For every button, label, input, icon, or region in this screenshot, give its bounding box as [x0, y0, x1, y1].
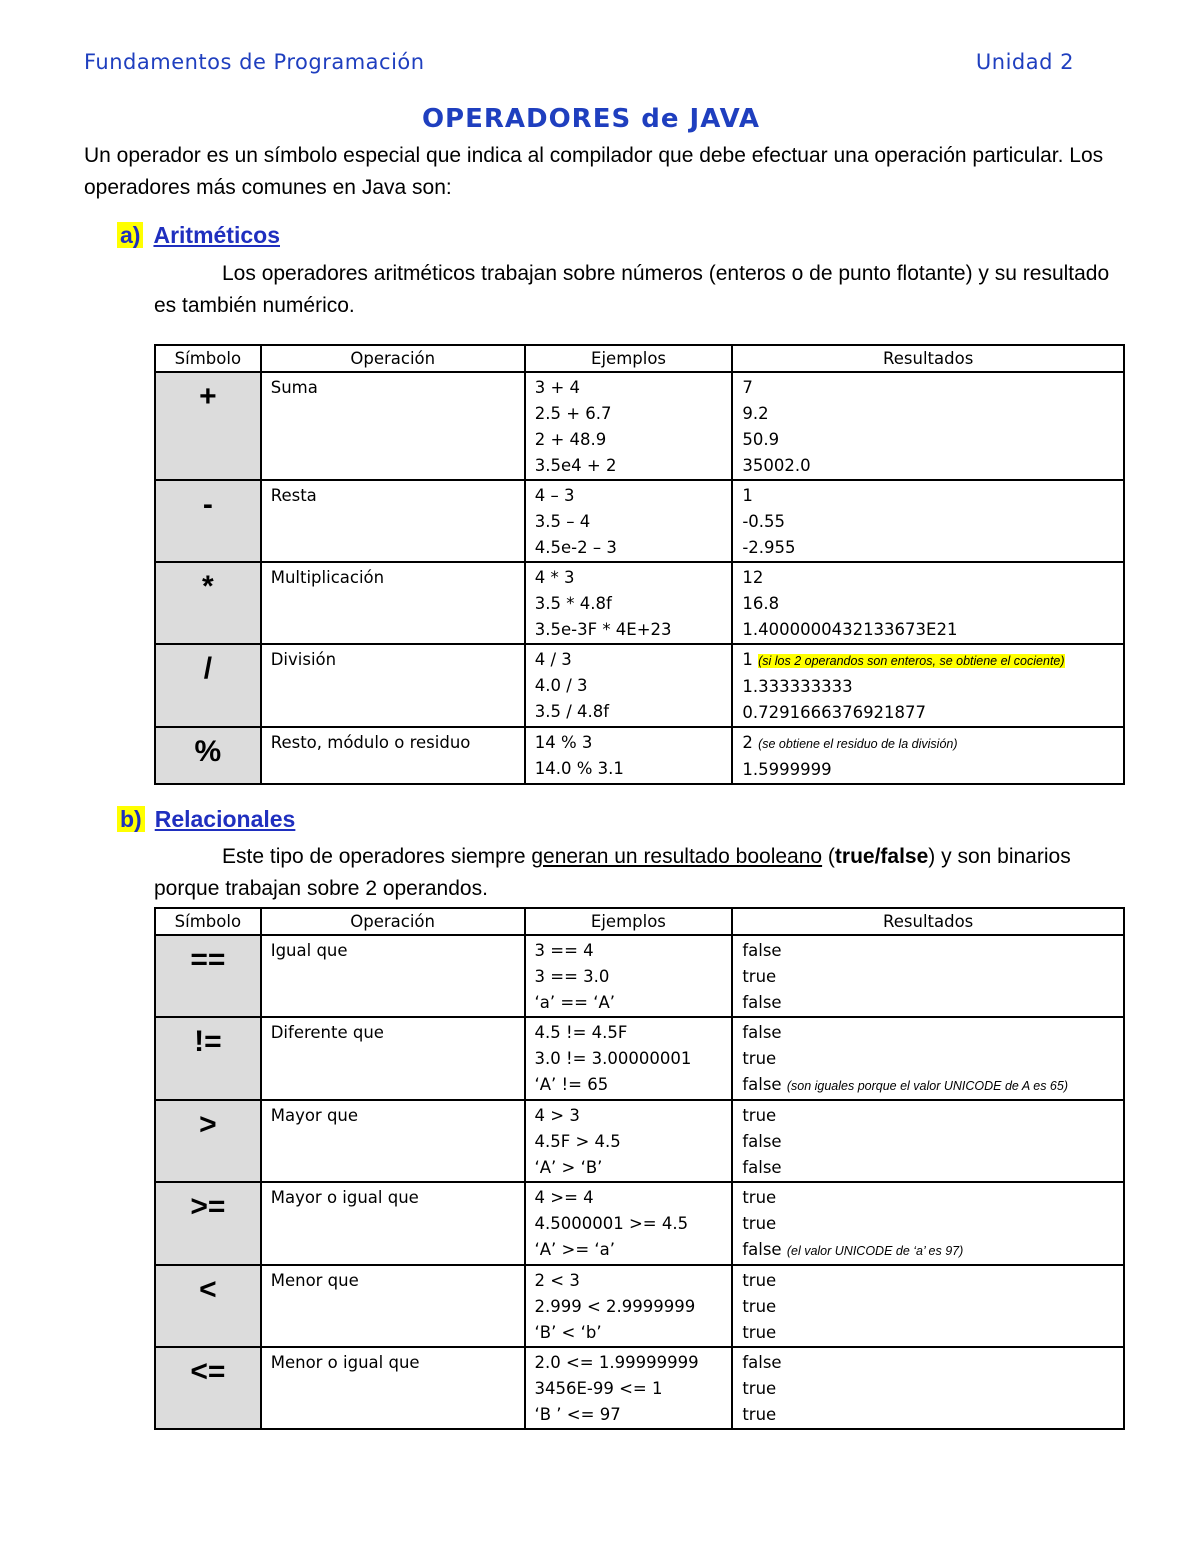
example-line: ‘B ’ <= 97 [534, 1405, 621, 1424]
result-value: 0.7291666376921877 [742, 703, 927, 722]
operation-name: Diferente que [261, 1017, 525, 1100]
result-line [742, 1046, 1114, 1072]
results-cell [732, 1347, 1124, 1429]
result-line [742, 1211, 1114, 1237]
table-row [155, 372, 1124, 480]
result-value: false [742, 1132, 782, 1151]
unit-label: Unidad 2 [975, 50, 1074, 74]
table-row [155, 644, 1124, 727]
example-line: 14.0 % 3.1 [534, 759, 624, 778]
result-line [742, 535, 1114, 561]
example-line: 4 / 3 [534, 650, 572, 669]
result-value: 35002.0 [742, 456, 811, 475]
result-value: true [742, 1049, 777, 1068]
example-line: 4.5e-2 – 3 [534, 538, 617, 557]
results-cell [732, 644, 1124, 727]
result-value: false [742, 1023, 782, 1042]
example-line: 4 – 3 [534, 486, 575, 505]
result-line [742, 1350, 1114, 1376]
result-line [742, 647, 1114, 674]
result-line [742, 700, 1114, 726]
result-line [742, 375, 1114, 401]
table-row [155, 1100, 1124, 1182]
result-value: 12 [742, 568, 764, 587]
operator-symbol: > [155, 1100, 261, 1182]
example-line: 2.999 < 2.9999999 [534, 1297, 696, 1316]
section-description-arithmetic [154, 258, 1114, 322]
example-line: 4.5F > 4.5 [534, 1132, 621, 1151]
table-row [155, 1017, 1124, 1100]
header-examples: Ejemplos [525, 345, 733, 372]
operation-name: Resta [261, 480, 525, 562]
examples-cell [525, 1182, 733, 1265]
result-line [742, 1155, 1114, 1181]
result-note: (son iguales porque el valor UNICODE de A es 65) [786, 1079, 1068, 1093]
result-value: 1 [742, 650, 753, 669]
header-examples: Ejemplos [525, 908, 733, 935]
result-line [742, 1072, 1114, 1099]
example-line: 3.5 / 4.8f [534, 702, 610, 721]
result-line [742, 730, 1114, 757]
examples-cell [525, 727, 733, 784]
example-line: 4.5000001 >= 4.5 [534, 1214, 689, 1233]
table-row [155, 1347, 1124, 1429]
results-cell [732, 372, 1124, 480]
result-value: 50.9 [742, 430, 780, 449]
section-name: Aritméticos [153, 222, 280, 248]
description-underlined: generan un resultado booleano [531, 845, 823, 868]
results-cell [732, 1017, 1124, 1100]
example-line: 3.5 – 4 [534, 512, 591, 531]
operator-symbol: / [155, 644, 261, 727]
results-cell [732, 480, 1124, 562]
results-cell [732, 562, 1124, 644]
result-value: false [742, 993, 782, 1012]
results-cell [732, 935, 1124, 1017]
table-row [155, 1182, 1124, 1265]
example-line: 14 % 3 [534, 733, 593, 752]
example-line: 2.0 <= 1.99999999 [534, 1353, 699, 1372]
example-line: ‘A’ != 65 [534, 1075, 609, 1094]
table-header-row [155, 908, 1124, 935]
example-line: 4.0 / 3 [534, 676, 588, 695]
example-line: 2.5 + 6.7 [534, 404, 612, 423]
result-value: 7 [742, 378, 753, 397]
result-value: true [742, 1405, 777, 1424]
example-line: 3.5 * 4.8f [534, 594, 612, 613]
results-cell [732, 1265, 1124, 1347]
table-row [155, 727, 1124, 784]
operation-name: División [261, 644, 525, 727]
result-note: (el valor UNICODE de ‘a’ es 97) [786, 1244, 964, 1258]
example-line: 3 + 4 [534, 378, 581, 397]
operation-name: Multiplicación [261, 562, 525, 644]
example-line: 4 * 3 [534, 568, 575, 587]
arithmetic-rows [155, 372, 1124, 784]
result-line [742, 1185, 1114, 1211]
arithmetic-operators-table [154, 344, 1125, 785]
examples-cell [525, 644, 733, 727]
examples-cell [525, 372, 733, 480]
section-description-relational [154, 841, 1114, 905]
example-line: 4.5 != 4.5F [534, 1023, 628, 1042]
operation-name: Mayor que [261, 1100, 525, 1182]
result-value: 16.8 [742, 594, 780, 613]
result-line [742, 453, 1114, 479]
example-line: ‘A’ >= ‘a’ [534, 1240, 616, 1259]
result-value: true [742, 1271, 777, 1290]
header-symbol: Símbolo [155, 908, 261, 935]
header-symbol: Símbolo [155, 345, 261, 372]
result-value: true [742, 1106, 777, 1125]
result-line [742, 1103, 1114, 1129]
result-value: false [742, 1158, 782, 1177]
results-cell [732, 1182, 1124, 1265]
section-name: Relacionales [154, 806, 296, 832]
example-line: 3 == 4 [534, 941, 594, 960]
examples-cell [525, 1100, 733, 1182]
operator-symbol: < [155, 1265, 261, 1347]
result-line [742, 990, 1114, 1016]
example-line: 3.0 != 3.00000001 [534, 1049, 692, 1068]
operation-name: Mayor o igual que [261, 1182, 525, 1265]
results-cell [732, 727, 1124, 784]
example-line: 3456E-99 <= 1 [534, 1379, 663, 1398]
result-line [742, 509, 1114, 535]
section-heading-relational [117, 806, 295, 833]
header-operation: Operación [261, 908, 525, 935]
course-name: Fundamentos de Programación [84, 50, 425, 74]
result-line [742, 565, 1114, 591]
result-line [742, 1020, 1114, 1046]
example-line: ‘B’ < ‘b’ [534, 1323, 602, 1342]
operator-symbol: == [155, 935, 261, 1017]
example-line: 4 >= 4 [534, 1188, 594, 1207]
example-line: 4 > 3 [534, 1106, 580, 1125]
header-operation: Operación [261, 345, 525, 372]
operator-symbol: >= [155, 1182, 261, 1265]
section-letter: b) [117, 806, 145, 832]
operation-name: Suma [261, 372, 525, 480]
operation-name: Menor que [261, 1265, 525, 1347]
result-value: 1 [742, 486, 753, 505]
description-text-after: ) y son binarios porque trabajan sobre 2 operandos. [154, 845, 1071, 900]
result-value: false [742, 1240, 782, 1259]
example-line: 3.5e-3F * 4E+23 [534, 620, 672, 639]
table-row [155, 562, 1124, 644]
operator-symbol: - [155, 480, 261, 562]
result-line [742, 757, 1114, 783]
operator-symbol: % [155, 727, 261, 784]
example-line: 3.5e4 + 2 [534, 456, 617, 475]
page-header [84, 50, 1074, 80]
result-value: true [742, 1379, 777, 1398]
result-value: 9.2 [742, 404, 769, 423]
result-line [742, 617, 1114, 643]
result-line [742, 1268, 1114, 1294]
result-note: (si los 2 operandos son enteros, se obtiene el cociente) [758, 654, 1065, 668]
result-value: false [742, 941, 782, 960]
result-value: false [742, 1353, 782, 1372]
description-text-before: Este tipo de operadores siempre [222, 845, 532, 868]
result-line [742, 1402, 1114, 1428]
header-results: Resultados [732, 345, 1124, 372]
example-line: 2 + 48.9 [534, 430, 607, 449]
section-letter: a) [117, 222, 143, 248]
example-line: 3 == 3.0 [534, 967, 610, 986]
description-bold: true/false [834, 845, 929, 868]
result-value: true [742, 1323, 777, 1342]
result-line [742, 1294, 1114, 1320]
result-value: 1.333333333 [742, 677, 853, 696]
examples-cell [525, 480, 733, 562]
result-value: 1.5999999 [742, 760, 832, 779]
examples-cell [525, 1265, 733, 1347]
result-value: true [742, 1297, 777, 1316]
result-line [742, 591, 1114, 617]
result-line [742, 427, 1114, 453]
example-line: ‘a’ == ‘A’ [534, 993, 616, 1012]
table-row [155, 935, 1124, 1017]
operator-symbol: * [155, 562, 261, 644]
result-value: 1.4000000432133673E21 [742, 620, 958, 639]
result-line [742, 964, 1114, 990]
result-value: -0.55 [742, 512, 786, 531]
operation-name: Menor o igual que [261, 1347, 525, 1429]
result-value: -2.955 [742, 538, 796, 557]
intro-paragraph: Un operador es un símbolo especial que indica al compilador que debe efectuar una operación particular. Los operadores más comunes en Java son: [84, 144, 1104, 199]
operator-symbol: != [155, 1017, 261, 1100]
examples-cell [525, 562, 733, 644]
result-note: (se obtiene el residuo de la división) [758, 737, 958, 751]
result-line [742, 1376, 1114, 1402]
operation-name: Igual que [261, 935, 525, 1017]
result-value: 2 [742, 733, 753, 752]
operation-name: Resto, módulo o residuo [261, 727, 525, 784]
operator-symbol: <= [155, 1347, 261, 1429]
result-line [742, 938, 1114, 964]
relational-operators-table [154, 907, 1125, 1430]
result-value: true [742, 1188, 777, 1207]
result-value: true [742, 967, 777, 986]
result-value: true [742, 1214, 777, 1233]
relational-rows [155, 935, 1124, 1429]
page-title: OPERADORES de JAVA [421, 104, 761, 134]
result-line [742, 1129, 1114, 1155]
header-results: Resultados [732, 908, 1124, 935]
examples-cell [525, 935, 733, 1017]
description-text-mid: ( [822, 845, 835, 868]
result-line [742, 674, 1114, 700]
examples-cell [525, 1017, 733, 1100]
result-line [742, 1320, 1114, 1346]
table-row [155, 480, 1124, 562]
results-cell [732, 1100, 1124, 1182]
section-heading-arithmetic [117, 222, 280, 249]
operator-symbol: + [155, 372, 261, 480]
result-value: false [742, 1075, 782, 1094]
description-text: Los operadores aritméticos trabajan sobre números (enteros o de punto flotante) y su resultado es también numérico. [154, 262, 1110, 317]
result-line [742, 483, 1114, 509]
example-line: ‘A’ > ‘B’ [534, 1158, 603, 1177]
table-header-row [155, 345, 1124, 372]
example-line: 2 < 3 [534, 1271, 580, 1290]
examples-cell [525, 1347, 733, 1429]
table-row [155, 1265, 1124, 1347]
result-line [742, 1237, 1114, 1264]
result-line [742, 401, 1114, 427]
